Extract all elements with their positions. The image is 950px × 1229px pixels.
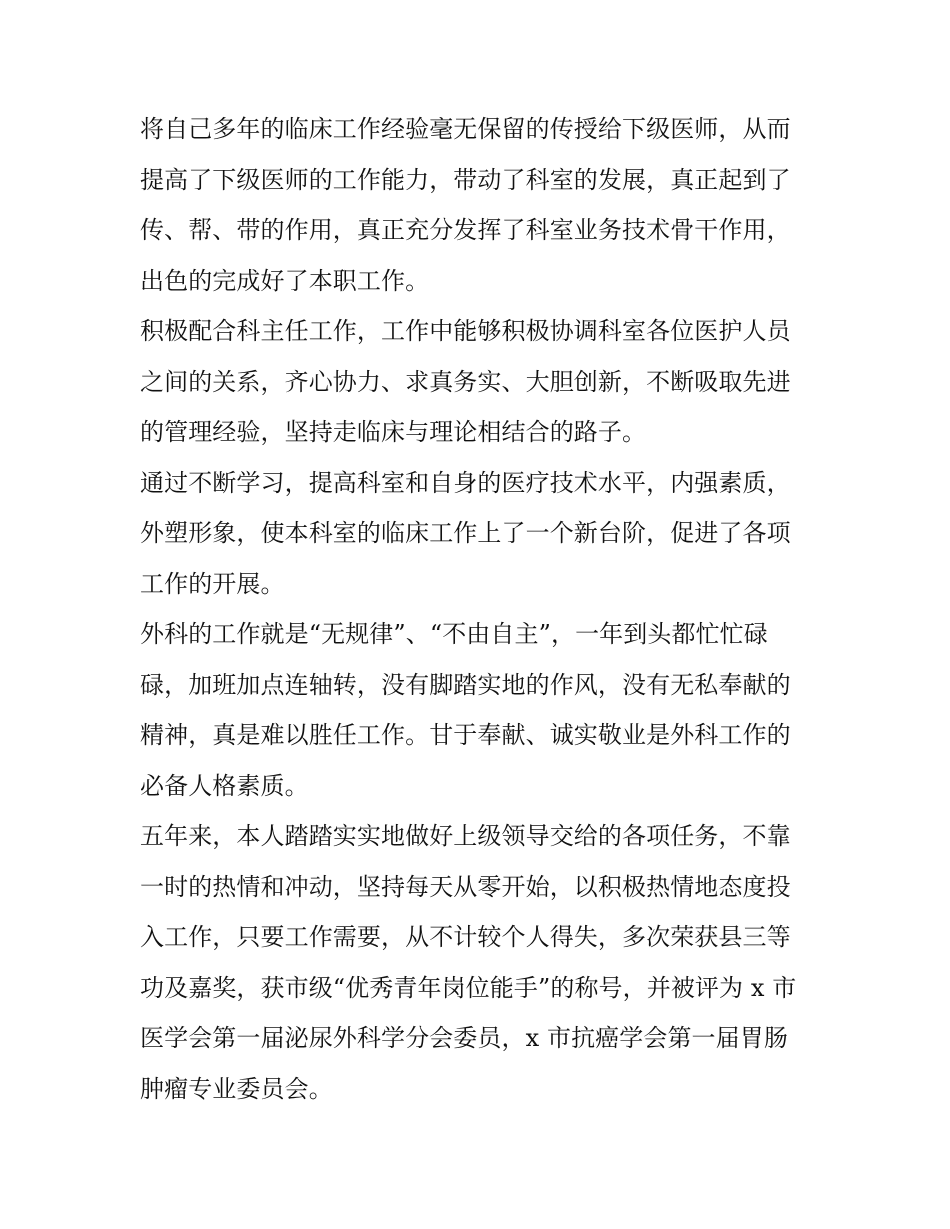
text-line: 外科的工作就是“无规律”、“不由自主”，一年到头都忙忙碌 — [140, 620, 768, 648]
text-line: 一时的热情和冲动，坚持每天从零开始，以积极热情地态度投 — [140, 872, 791, 901]
text-line: 功及嘉奖，获市级“优秀青年岗位能手”的称号，并被评为 x 市 — [140, 973, 797, 1002]
text-line: 外塑形象，使本科室的临床工作上了一个新台阶，促进了各项 — [140, 519, 791, 547]
text-line: 碌，加班加点连轴转，没有脚踏实地的作风，没有无私奉献的 — [140, 670, 791, 699]
text-line: 的管理经验，坚持走临床与理论相结合的路子。 — [140, 418, 647, 446]
text-line: 工作的开展。 — [140, 569, 285, 598]
text-line: 医学会第一届泌尿外科学分会委员，x 市抗癌学会第一届胃肠 — [140, 1024, 788, 1052]
text-line: 提高了下级医师的工作能力，带动了科室的发展，真正起到了 — [140, 165, 791, 194]
text-line: 通过不断学习，提高科室和自身的医疗技术水平，内强素质， — [140, 468, 791, 497]
text-line: 之间的关系，齐心协力、求真务实、大胆创新，不断吸取先进 — [140, 367, 791, 396]
text-line: 精神，真是难以胜任工作。甘于奉献、诚实敬业是外科工作的 — [140, 721, 791, 749]
paragraph — [140, 811, 820, 1114]
document-body — [140, 104, 820, 1114]
text-line: 必备人格素质。 — [140, 771, 309, 800]
text-line: 传、帮、带的作用，真正充分发挥了科室业务技术骨干作用， — [140, 216, 791, 244]
paragraph — [140, 306, 820, 458]
text-line: 肿瘤专业委员会。 — [140, 1074, 333, 1103]
text-line: 积极配合科主任工作，工作中能够积极协调科室各位医护人员 — [140, 317, 791, 345]
text-line: 五年来，本人踏踏实实地做好上级领导交给的各项任务，不靠 — [140, 822, 791, 850]
text-line: 出色的完成好了本职工作。 — [140, 266, 430, 295]
text-line: 将自己多年的临床工作经验毫无保留的传授给下级医师，从而 — [140, 115, 791, 143]
text-line: 入工作，只要工作需要，从不计较个人得失，多次荣获县三等 — [140, 923, 791, 951]
paragraph — [140, 609, 820, 811]
paragraph — [140, 104, 820, 306]
paragraph — [140, 458, 820, 610]
